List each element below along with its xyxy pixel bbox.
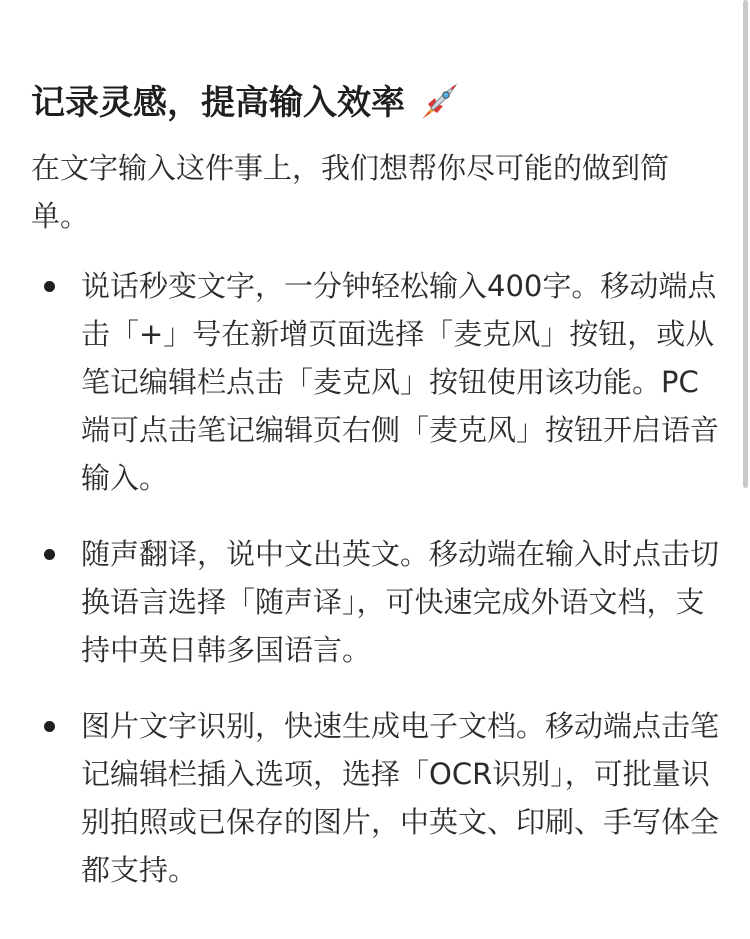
article (31, 78, 721, 922)
title-text: 记录灵感，提高输入效率 (31, 83, 405, 123)
list-item-text: 图片文字识别，快速生成电子文档。移动端点击笔记编辑栏插入选项，选择「OCR识别」，可批量识别拍照或已保存的图片，中英文、印刷、手写体全都支持。 (81, 709, 720, 887)
list-item-text: 随声翻译，说中文出英文。移动端在输入时点击切换语言选择「随声译」，可快速完成外语文档，支持中英日韩多国语言。 (81, 537, 720, 667)
list-item (31, 702, 721, 894)
list-item (31, 262, 721, 502)
list-item-text: 说话秒变文字，一分钟轻松输入400字。移动端点击「+」号在新增页面选择「麦克风」按钮，或从笔记编辑栏点击「麦克风」按钮使用该功能。PC端可点击笔记编辑页右侧「麦克风」按钮开启语音输入。 (81, 269, 720, 495)
list-item (31, 530, 721, 674)
rocket-icon (415, 80, 461, 126)
page-title (31, 78, 721, 128)
intro-paragraph: 在文字输入这件事上，我们想帮你尽可能的做到简单。 (31, 151, 670, 233)
vertical-scrollbar[interactable] (743, 0, 748, 488)
bullet-icon (44, 549, 55, 560)
bullet-icon (44, 281, 55, 292)
feature-list (31, 262, 721, 894)
bullet-icon (44, 721, 55, 732)
